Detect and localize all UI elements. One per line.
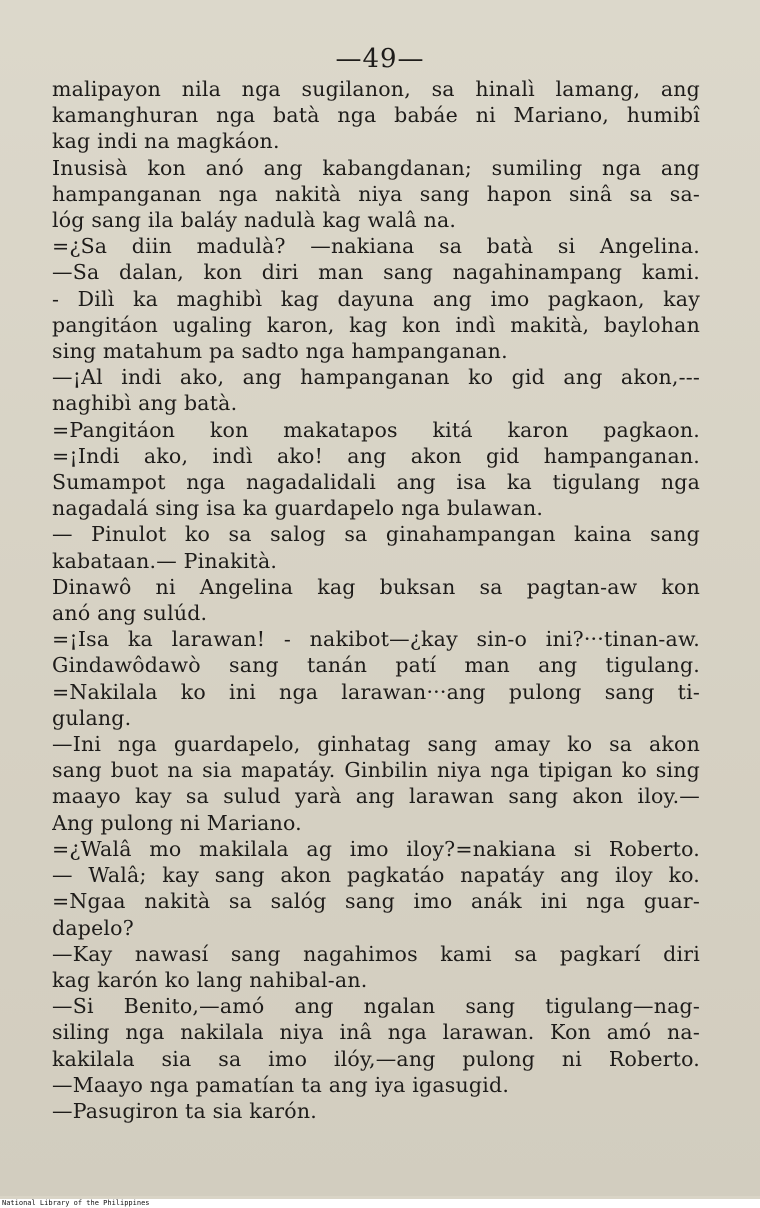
footer-bar xyxy=(0,1199,760,1208)
footer-credit: National Library of the Philippines xyxy=(2,1199,150,1207)
text-line: lóg sang ila baláy nadulà kag walâ na. xyxy=(52,208,457,233)
text-line: malipayon nila nga sugilanon, sa hinalì lamang, ang xyxy=(52,77,700,101)
text-line: kakilala sia sa imo ilóy,—ang pulong ni Roberto. xyxy=(52,1046,700,1071)
text-line: —Maayo nga pamatían ta ang iya igasugid. xyxy=(52,1072,510,1097)
text-line: sing matahum pa sadto nga hampanganan. xyxy=(52,339,508,364)
text-line: Inusisà kon anó ang kabangdanan; sumiling nga ang xyxy=(52,155,700,180)
text-line: Ang pulong ni Mariano. xyxy=(52,810,302,835)
text-line: — Walâ; kay sang akon pagkatáo napatáy ang iloy ko. xyxy=(52,863,700,888)
text-line: =¡Isa ka larawan! - nakibot—¿kay sin-o ini?···tinan-aw. xyxy=(52,627,700,652)
text-line: — Pinulot ko sa salog sa ginahampangan kaina sang xyxy=(52,522,700,547)
text-line: =¿Walâ mo makilala ag imo iloy?=nakiana si Roberto. xyxy=(52,836,700,861)
text-line: anó ang sulúd. xyxy=(52,601,208,626)
page-number: —49— xyxy=(335,44,425,74)
text-line: —Ini nga guardapelo, ginhatag sang amay ko sa akon xyxy=(52,732,700,757)
text-line: siling nga nakilala niya inâ nga larawan. Kon amó na- xyxy=(52,1020,700,1045)
text-line: dapelo? xyxy=(52,915,134,940)
text-line: kag indi na magkáon. xyxy=(52,129,280,154)
text-line: Sumampot nga nagadalidali ang isa ka tigulang nga xyxy=(52,470,700,495)
text-line: nagadalá sing isa ka guardapelo nga bulawan. xyxy=(52,496,544,521)
text-line: —¡Al indi ako, ang hampanganan ko gid ang akon,--- xyxy=(52,365,700,390)
text-line: sang buot na sia mapatáy. Ginbilin niya nga tipigan ko sing xyxy=(52,758,700,783)
text-line: - Dilì ka maghibì kag dayuna ang imo pagkaon, kay xyxy=(52,286,700,311)
text-line: kabataan.— Pinakità. xyxy=(52,548,278,573)
text-line: =¿Sa diin madulà? —nakiana sa batà si Angelina. xyxy=(52,234,700,259)
text-line: kag karón ko lang nahibal-an. xyxy=(52,967,368,992)
text-line: hampanganan nga nakità niya sang hapon sinâ sa sa- xyxy=(52,181,700,206)
page-text xyxy=(52,76,700,1124)
text-line: naghibì ang batà. xyxy=(52,391,238,416)
text-line: maayo kay sa sulud yarà ang larawan sang akon iloy.— xyxy=(52,784,700,809)
text-line: =Ngaa nakità sa salóg sang imo anák ini nga guar- xyxy=(52,889,700,914)
text-line: gulang. xyxy=(52,705,132,730)
text-line: —Si Benito,—amó ang ngalan sang tigulang—nag- xyxy=(52,994,700,1019)
text-line: =¡Indi ako, indì ako! ang akon gid hampanganan. xyxy=(52,443,700,468)
text-line: Dinawô ni Angelina kag buksan sa pagtan-aw kon xyxy=(52,574,700,599)
text-line: kamanghuran nga batà nga babáe ni Mariano, humibî xyxy=(52,103,700,128)
text-line: =Nakilala ko ini nga larawan···ang pulong sang ti- xyxy=(52,679,700,704)
text-line: —Kay nawasí sang nagahimos kami sa pagkarí diri xyxy=(52,941,700,966)
text-line: pangitáon ugaling karon, kag kon indì makità, baylohan xyxy=(52,312,700,337)
text-line: Gindawôdawò sang tanán patí man ang tigulang. xyxy=(52,653,700,678)
text-line: —Pasugiron ta sia karón. xyxy=(52,1098,317,1123)
text-line: —Sa dalan, kon diri man sang nagahinampang kami. xyxy=(52,260,700,285)
text-line: =Pangitáon kon makatapos kitá karon pagkaon. xyxy=(52,417,700,442)
